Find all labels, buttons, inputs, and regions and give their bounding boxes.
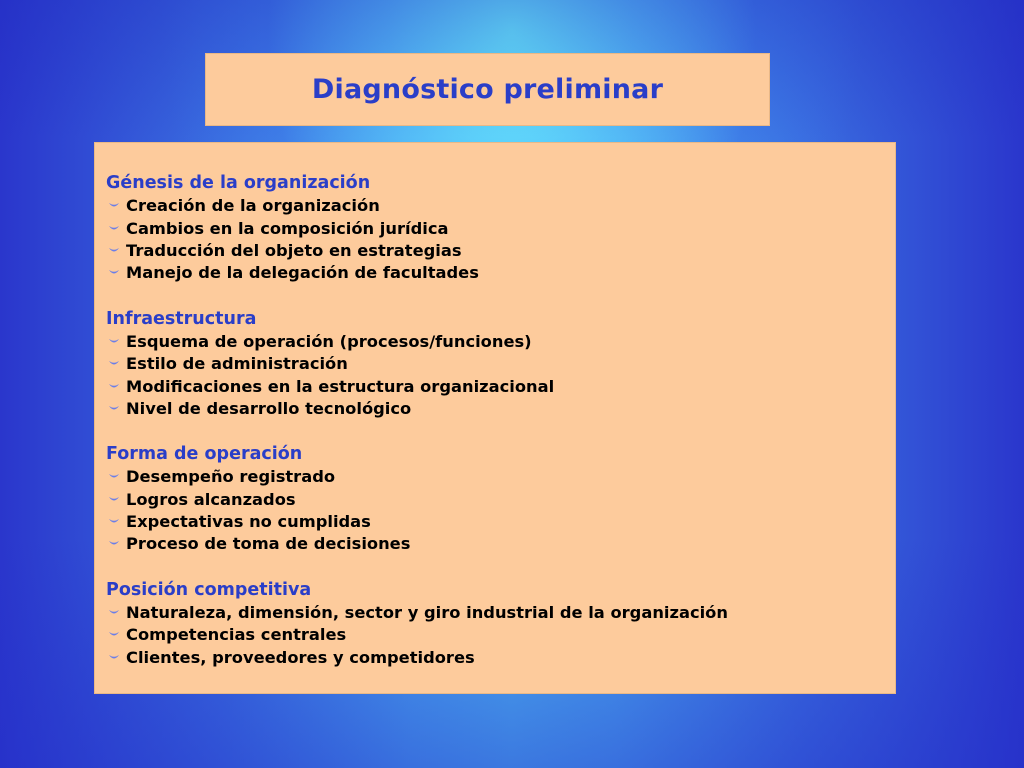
chevron-down-icon [107,266,121,280]
chevron-down-icon [107,244,121,258]
list-item [106,602,895,624]
list-item-label: Traducción del objeto en estrategias [126,240,462,260]
list-item-label: Clientes, proveedores y competidores [126,647,475,667]
chevron-down-icon [107,651,121,665]
chevron-down-icon [107,357,121,371]
list-item-label: Competencias centrales [126,625,347,645]
chevron-down-icon [107,493,121,507]
section-forma-operacion [106,443,895,556]
section-posicion-competitiva [106,579,895,669]
list-item [106,353,895,375]
list-item-label: Expectativas no cumplidas [126,512,371,532]
chevron-down-icon [107,606,121,620]
list-item [106,331,895,353]
section-infraestructura [106,308,895,421]
list-item-label: Modificaciones en la estructura organizacional [126,376,555,396]
list-item [106,489,895,511]
list-item [106,624,895,646]
list-item-label: Esquema de operación (procesos/funciones) [126,331,532,351]
slide-title: Diagnóstico preliminar [311,74,664,105]
list-item-label: Estilo de administración [126,354,348,374]
list-item [106,398,895,420]
chevron-down-icon [107,380,121,394]
chevron-down-icon [107,335,121,349]
list-item-label: Creación de la organización [126,196,380,216]
section-heading: Forma de operación [106,444,303,465]
section-genesis [106,172,895,285]
list-item-label: Cambios en la composición jurídica [126,218,449,238]
section-heading: Génesis de la organización [106,173,371,193]
list-item [106,262,895,284]
chevron-down-icon [107,199,121,213]
list-item [106,511,895,533]
section-heading: Infraestructura [106,308,257,329]
section-heading: Posición competitiva [106,579,312,600]
chevron-down-icon [107,470,121,484]
chevron-down-icon [107,222,121,236]
list-item [106,646,895,668]
chevron-down-icon [107,402,121,416]
content-box [94,142,896,694]
list-item [106,533,895,555]
list-item [106,195,895,217]
title-box [205,53,770,126]
list-item-label: Proceso de toma de decisiones [126,534,411,554]
list-item-label: Desempeño registrado [126,467,336,487]
list-item [106,466,895,488]
list-item-label: Logros alcanzados [126,489,296,509]
list-item [106,375,895,397]
list-item-label: Manejo de la delegación de facultades [126,263,479,283]
chevron-down-icon [107,515,121,529]
list-item-label: Naturaleza, dimensión, sector y giro industrial de la organización [126,602,728,622]
list-item-label: Nivel de desarrollo tecnológico [126,398,412,418]
chevron-down-icon [107,628,121,642]
chevron-down-icon [107,537,121,551]
list-item [106,217,895,239]
list-item [106,240,895,262]
